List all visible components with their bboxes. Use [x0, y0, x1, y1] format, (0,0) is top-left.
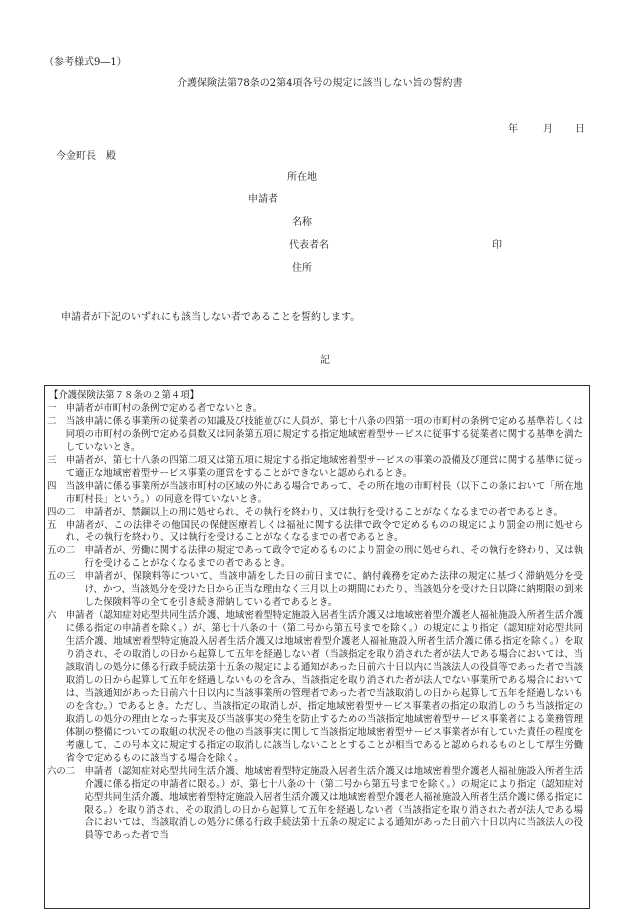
provision-label: 六の二	[47, 765, 85, 777]
provision-text: 申請者が、この法律その他国民の保健医療若しくは福祉に関する法律で政令で定めるものの規定により罰金の刑に処せられ、その執行を終わり、又は執行を受けることがなくなるまでの者であるとき。	[65, 519, 583, 544]
provision-item	[47, 545, 583, 571]
provision-text: 当該申請に係る事業所の従業者の知識及び技能並びに人員が、第七十八条の四第一項の市町村の条例で定める基準若しくは同項の市町村の条例で定める員数又は同条第五項に規定する指定地域密着型サービスに従事する従業者に関する基準を満たしていないとき。	[65, 415, 583, 453]
date-month: 月	[543, 124, 553, 135]
note-heading: 記	[320, 355, 330, 366]
provision-item	[47, 507, 583, 520]
date-year: 年	[508, 124, 518, 135]
provision-label: 五の二	[47, 545, 85, 557]
provision-label: 五の三	[47, 571, 85, 583]
provision-label: 四	[47, 480, 66, 492]
pledge-statement: 申請者が下記のいずれにも該当しない者であることを誓約します。	[61, 312, 361, 323]
provision-label: 四の二	[47, 506, 85, 518]
provision-item	[47, 403, 583, 416]
provision-text: 申請者が、第七十八条の四第二項又は第五項に規定する指定地域密着型サービスの事業の設備及び運営に関する基準に従って適正な地域密着型サービス事業の運営をすることができないと認められるとき。	[65, 454, 583, 479]
provision-item	[47, 481, 583, 507]
provision-list	[47, 403, 583, 843]
provision-text: 申請者（認知症対応型共同生活介護、地域密着型特定施設入居者生活介護又は地域密着型介護老人福祉施設入所者生活介護に係る指定の申請者を除く。）が、第七十八条の十（第二号から第五号までを除く。）の規定により指定（認知症対応型共同生活介護、地域密着型特定施設入居者生活介護又は地域密着型介護老人福祉施設入所者生活介護に係る指定を除く。）を取り消され、その取消しの日から起算して五年を経過しない者（当該指定を取り消された者が法人である場合においては、当該取消しの処分に係る行政手続法第十五条の規定による通知があった日前六十日以内に当該法人の役員等であった者で当該取消しの日から起算して五年を経過しないものを含み、当該指定を取り消された者が法人でない事業所である場合においては、当該通知があった日前六十日以内に当該事業所の管理者であった者で当該取消しの日から起算して五年を経過しないものを含む。）であるとき。ただし、当該指定の取消しが、指定地域密着型サービス事業者の指定の取消しのうち当該指定の取消しの処分の理由となった事実及び当該事実の発生を防止するための当該指定地域密着型サービス事業者による業務管理体制の整備についての取組の状況その他の当該事実に関して当該指定地域密着型サービス事業者が有していた責任の程度を考慮して、この号本文に規定する指定の取消しに該当しないこととすることが相当であると認められるものとして厚生労働省令で定めるものに該当する場合を除く。	[65, 610, 583, 764]
addressee: 今金町長 殿	[56, 151, 116, 162]
applicant-name-label: 名称	[292, 217, 312, 228]
provision-label: 一	[47, 402, 66, 414]
provision-item	[47, 416, 583, 455]
representative-name-label: 代表者名	[289, 240, 329, 251]
provision-text: 申請者が、労働に関する法律の規定であって政令で定めるものにより罰金の刑に処せられ、その執行を終わり、又は執行を受けることがなくなるまでの者であるとき。	[84, 545, 583, 570]
applicant-label: 申請者	[248, 194, 278, 205]
date-day: 日	[575, 124, 585, 135]
provision-text: 申請者が、保険料等について、当該申請をした日の前日までに、納付義務を定めた法律の規定に基づく滞納処分を受け、かつ、当該処分を受けた日から正当な理由なく三月以上の期間にわたり、当該処分を受けた日以降に納期限の到来した保険料等の全てを引き続き滞納している者であるとき。	[84, 571, 583, 609]
form-number: （参考様式9―1）	[44, 57, 127, 68]
statute-provisions-box	[44, 385, 590, 909]
document-title: 介護保険法第78条の2第4項各号の規定に該当しない旨の誓約書	[177, 78, 463, 89]
provision-text: 申請者が、禁錮以上の刑に処せられ、その執行を終わり、又は執行を受けることがなくなるまでの者であるとき。	[84, 506, 563, 518]
provision-label: 二	[47, 415, 66, 427]
provision-text: 申請者が市町村の条例で定める者でないとき。	[65, 402, 263, 414]
provision-item	[47, 610, 583, 765]
provision-item	[47, 520, 583, 546]
applicant-location-label: 所在地	[287, 172, 317, 183]
applicant-address-label: 住所	[292, 263, 312, 274]
seal-mark: 印	[492, 240, 502, 251]
provision-item	[47, 455, 583, 481]
provision-label: 三	[47, 454, 66, 466]
provision-text: 当該申請に係る事業所が当該市町村の区域の外にある場合であって、その所在地の市町村長（以下この条において「所在地市町村長」という。）の同意を得ていないとき。	[65, 480, 583, 505]
provision-label: 五	[47, 519, 66, 531]
provision-item	[47, 571, 583, 610]
provision-item	[47, 766, 583, 844]
provision-text: 申請者（認知症対応型共同生活介護、地域密着型特定施設入居者生活介護又は地域密着型介護老人福祉施設入所者生活介護に係る指定の申請者に限る。）が、第七十八条の十（第二号から第五号までを除く。）の規定により指定（認知症対応型共同生活介護、地域密着型特定施設入居者生活介護又は地域密着型介護老人福祉施設入所者生活介護に係る指定に限る。）を取り消され、その取消しの日から起算して五年を経過しない者（当該指定を取り消された者が法人である場合においては、当該取消しの処分に係る行政手続法第十五条の規定による通知があった日前六十日以内に当該法人の役員等であった者で当	[84, 765, 583, 842]
statute-heading: 【介護保険法第７８条の２第４項】	[49, 390, 200, 401]
provision-label: 六	[47, 610, 66, 622]
